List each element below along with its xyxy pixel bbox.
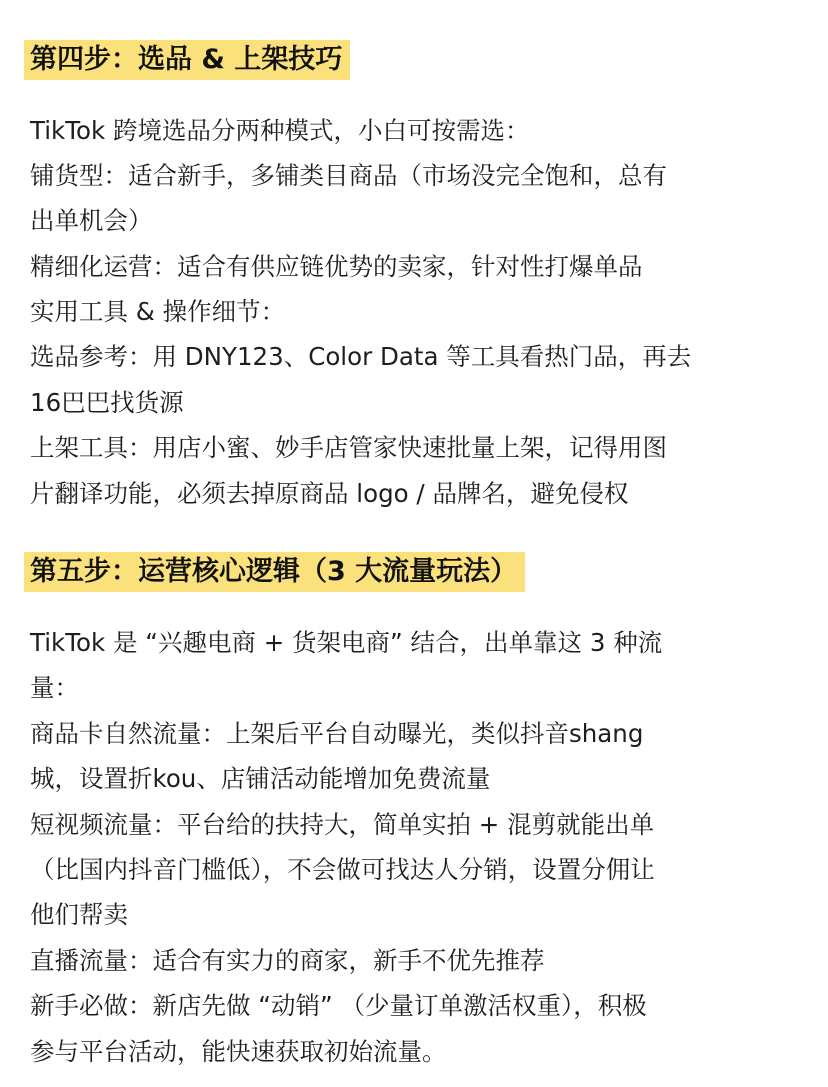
text-line: 新手必做：新店先做 “动销” （少量订单激活权重），积极 — [30, 991, 647, 1020]
text-line: 精细化运营：适合有供应链优势的卖家，针对性打爆单品 — [30, 252, 643, 281]
text-line: （比国内抖音门槛低），不会做可找达人分销，设置分佣让 — [30, 855, 655, 884]
section-heading-step5: 第五步：运营核心逻辑（3 大流量玩法） — [24, 552, 525, 592]
text-line: 上架工具：用店小蜜、妙手店管家快速批量上架，记得用图 — [30, 433, 667, 462]
text-line: 实用工具 & 操作细节： — [30, 297, 286, 326]
text-line: 出单机会） — [30, 206, 153, 235]
text-line: 量： — [30, 673, 79, 702]
text-line: 铺货型：适合新手，多铺类目商品（市场没完全饱和，总有 — [30, 161, 667, 190]
text-line: 直播流量：适合有实力的商家，新手不优先推荐 — [30, 946, 545, 975]
text-line: 商品卡自然流量：上架后平台自动曝光，类似抖音shang — [30, 719, 644, 748]
text-line: TikTok 跨境选品分两种模式，小白可按需选： — [30, 116, 530, 145]
text-line: 参与平台活动，能快速获取初始流量。 — [30, 1037, 447, 1066]
text-line: 片翻译功能，必须去掉原商品 logo / 品牌名，避免侵权 — [30, 479, 629, 508]
text-line: 选品参考：用 DNY123、Color Data 等工具看热门品，再去 — [30, 342, 692, 371]
text-line: TikTok 是 “兴趣电商 + 货架电商” 结合，出单靠这 3 种流 — [30, 628, 663, 657]
text-line: 城，设置折kou、店铺活动能增加免费流量 — [30, 764, 491, 793]
text-line: 16巴巴找货源 — [30, 388, 184, 417]
section-heading-step4: 第四步：选品 & 上架技巧 — [24, 40, 350, 80]
text-line: 短视频流量：平台给的扶持大，简单实拍 + 混剪就能出单 — [30, 810, 655, 839]
text-line: 他们帮卖 — [30, 900, 128, 929]
